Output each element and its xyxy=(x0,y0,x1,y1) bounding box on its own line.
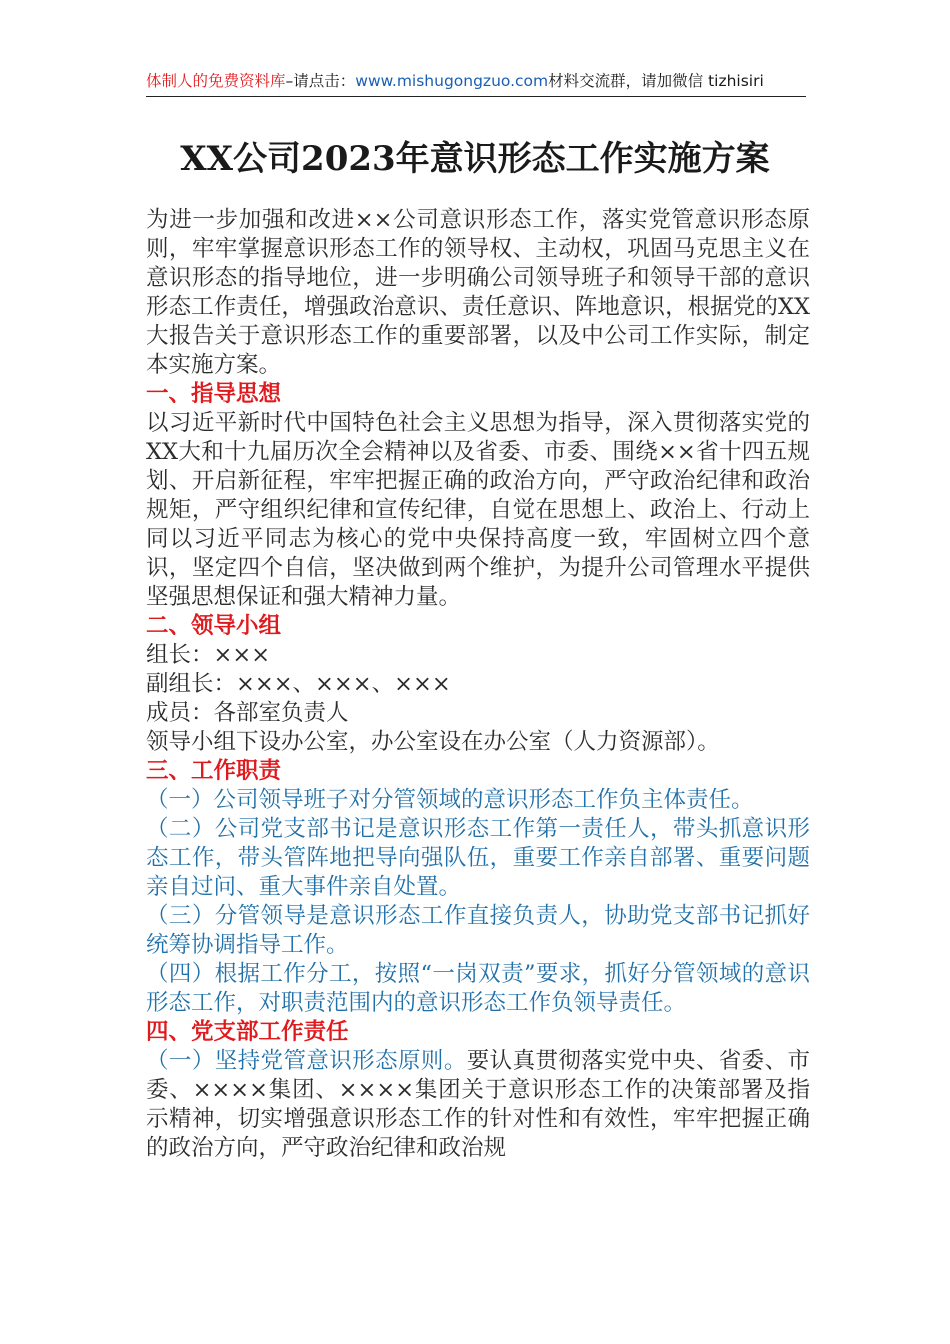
page-header xyxy=(146,70,806,97)
section-heading-responsibilities: 三、工作职责 xyxy=(146,758,282,784)
guiding-thought-paragraph: 以习近平新时代中国特色社会主义思想为指导，深入贯彻落实党的XX大和十九届历次全会精神以及省委、市委、围绕××省十四五规划、开启新征程，牢牢把握正确的政治方向，严守政治纪律和政治规矩，严守组织纪律和宣传纪律，自觉在思想上、政治上、行动上同以习近平同志为核心的党中央保持高度一致，牢固树立四个意识，坚定四个自信，坚决做到两个维护，为提升公司管理水平提供坚强思想保证和强大精神力量。 xyxy=(146,410,810,610)
responsibility-item: （四）根据工作分工，按照“一岗双责”要求，抓好分管领域的意识形态工作，对职责范围内的意识形态工作负领导责任。 xyxy=(146,961,810,1016)
section-heading-branch-duties: 四、党支部工作责任 xyxy=(146,1019,349,1045)
group-deputy-line: 副组长：×××、×××、××× xyxy=(146,671,451,697)
header-site-name: 体制人的免费资料库 xyxy=(146,72,286,90)
section-heading-guiding-thought: 一、指导思想 xyxy=(146,381,282,407)
group-members-line: 成员：各部室负责人 xyxy=(146,700,349,726)
responsibility-item: （三）分管领导是意识形态工作直接负责人，协助党支部书记抓好统筹协调指导工作。 xyxy=(146,903,810,958)
document-title: XX公司2023年意识形态工作实施方案 xyxy=(180,139,770,179)
header-contact: 材料交流群，请加微信 tizhisiri xyxy=(548,72,764,90)
responsibility-item: （二）公司党支部书记是意识形态工作第一责任人，带头抓意识形态工作，带头管阵地把导向强队伍，重要工作亲自部署、重要问题亲自过问、重大事件亲自处置。 xyxy=(146,816,810,900)
branch-duty-item-label: （一）坚持党管意识形态原则。 xyxy=(146,1048,467,1074)
branch-duty-item xyxy=(146,1047,810,1163)
responsibility-item: （一）公司领导班子对分管领域的意识形态工作负主体责任。 xyxy=(146,787,754,813)
header-prompt: –请点击： xyxy=(285,72,356,90)
branch-duty-item-text: 要认真贯彻落实党中央、省委、市委、××××集团、××××集团关于意识形态工作的决策部署及指示精神，切实增强意识形态工作的针对性和有效性，牢牢把握正确的政治方向，严守政治纪律和政治规 xyxy=(146,1048,810,1161)
section-heading-leading-group: 二、领导小组 xyxy=(146,613,282,639)
intro-paragraph: 为进一步加强和改进××公司意识形态工作，落实党管意识形态原则，牢牢掌握意识形态工作的领导权、主动权，巩固马克思主义在意识形态的指导地位，进一步明确公司领导班子和领导干部的意识形态工作责任，增强政治意识、责任意识、阵地意识，根据党的XX大报告关于意识形态工作的重要部署，以及中公司工作实际，制定本实施方案。 xyxy=(146,207,810,378)
document-body xyxy=(146,206,810,1163)
group-office-line: 领导小组下设办公室，办公室设在办公室（人力资源部）。 xyxy=(146,729,720,755)
group-leader-line: 组长：××× xyxy=(146,642,271,668)
header-url-link[interactable]: www.mishugongzuo.com xyxy=(355,72,549,90)
